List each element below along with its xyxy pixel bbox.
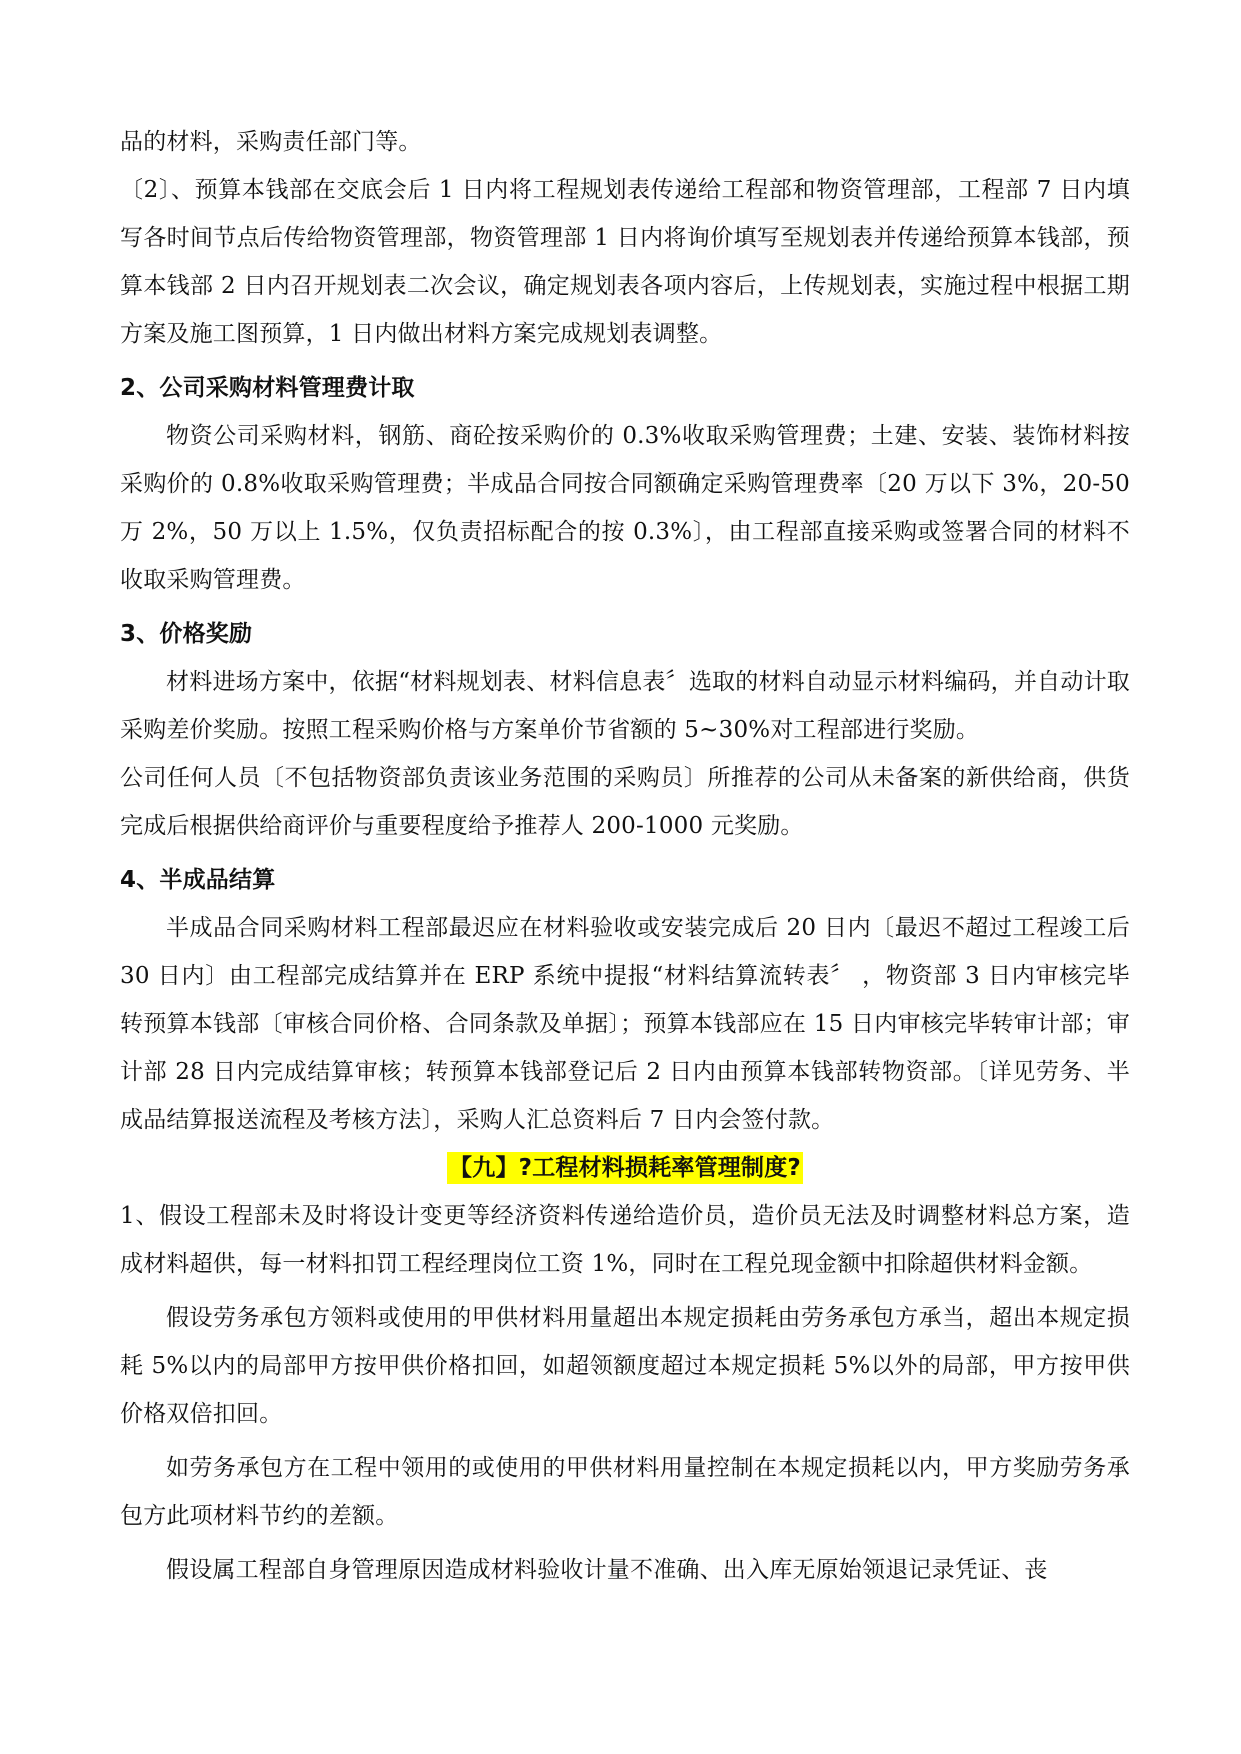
paragraph: 公司任何人员〔不包括物资部负责该业务范围的采购员〕所推荐的公司从未备案的新供给商，供货完成后根据供给商评价与重要程度给予推荐人 200-1000 元奖励。 bbox=[120, 765, 1130, 839]
paragraph: 材料进场方案中，依据“材料规划表、材料信息表〞选取的材料自动显示材料编码，并自动计取采购差价奖励。按照工程采购价格与方案单价节省额的 5~30%对工程部进行奖励。 bbox=[120, 669, 1130, 743]
section-heading: 3、价格奖励 bbox=[120, 621, 253, 647]
paragraph: 半成品合同采购材料工程部最迟应在材料验收或安装完成后 20 日内〔最迟不超过工程竣工后 30 日内〕由工程部完成结算并在 ERP 系统中提报“材料结算流转表〞 ，物资部 3 日内审核完毕转预算本钱部〔审核合同价格、合同条款及单据〕；预算本钱部应在 15 日内审核完毕转审计部；审计部 28 日内完成结算审核；转预算本钱部登记后 2 日内由预算本钱部转物资部。〔详见劳务、半成品结算报送流程及考核方法〕，采购人汇总资料后 7 日内会签付款。 bbox=[120, 915, 1130, 1133]
chapter-title: 【九】?工程材料损耗率管理制度? bbox=[447, 1152, 803, 1184]
paragraph: 物资公司采购材料，钢筋、商砼按采购价的 0.3%收取采购管理费；土建、安装、装饰材料按采购价的 0.8%收取采购管理费；半成品合同按合同额确定采购管理费率〔20 万以下 3%，20-50 万 2%，50 万以上 1.5%，仅负责招标配合的按 0.3%〕，由工程部直接采购或签署合同的材料不收取采购管理费。 bbox=[120, 423, 1130, 593]
paragraph: 1、假设工程部未及时将设计变更等经济资料传递给造价员，造价员无法及时调整材料总方案，造成材料超供，每一材料扣罚工程经理岗位工资 1%，同时在工程兑现金额中扣除超供材料金额。 bbox=[120, 1203, 1130, 1277]
paragraph: 〔2〕、预算本钱部在交底会后 1 日内将工程规划表传递给工程部和物资管理部，工程部 7 日内填写各时间节点后传给物资管理部，物资管理部 1 日内将询价填写至规划表并传递给预算本钱部，预算本钱部 2 日内召开规划表二次会议，确定规划表各项内容后，上传规划表，实施过程中根据工期方案及施工图预算，1 日内做出材料方案完成规划表调整。 bbox=[120, 177, 1130, 347]
paragraph: 假设属工程部自身管理原因造成材料验收计量不准确、出入库无原始领退记录凭证、丧 bbox=[166, 1557, 1048, 1583]
paragraph: 如劳务承包方在工程中领用的或使用的甲供材料用量控制在本规定损耗以内，甲方奖励劳务承包方此项材料节约的差额。 bbox=[120, 1455, 1130, 1529]
chapter-title-row bbox=[120, 1144, 1130, 1192]
paragraph: 假设劳务承包方领料或使用的甲供材料用量超出本规定损耗由劳务承包方承当，超出本规定损耗 5%以内的局部甲方按甲供价格扣回，如超领额度超过本规定损耗 5%以外的局部，甲方按甲供价格双倍扣回。 bbox=[120, 1305, 1130, 1427]
document-body bbox=[120, 118, 1130, 1594]
paragraph: 品的材料，采购责任部门等。 bbox=[120, 129, 422, 155]
section-heading: 2、公司采购材料管理费计取 bbox=[120, 375, 415, 401]
section-heading: 4、半成品结算 bbox=[120, 867, 276, 893]
